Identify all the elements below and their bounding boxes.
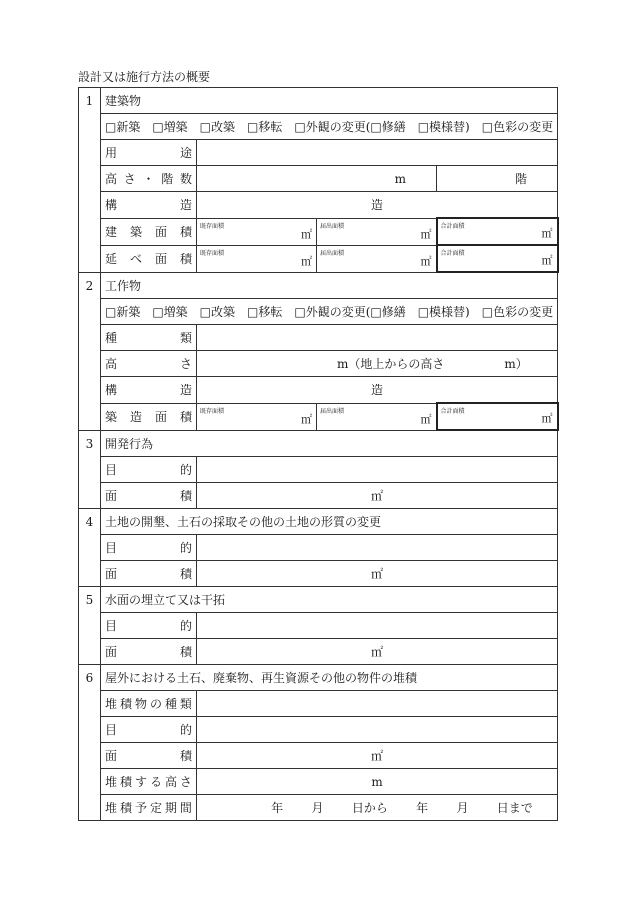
sec6-title: 屋外における土石、廃棄物、再生資源その他の物件の堆積 (101, 665, 558, 691)
sec6-label-kind: 堆 積 物 の 種 類 (101, 691, 197, 717)
sec5-area-field[interactable]: ㎡ (197, 639, 558, 665)
sec1-floor-report-area[interactable]: 届出面積 ㎡ (317, 245, 437, 272)
sec1-use-field[interactable] (197, 140, 558, 166)
sec1-label-structure: 構 造 (101, 192, 197, 219)
sec1-floor-existing-area[interactable]: 既存面積 ㎡ (197, 245, 317, 272)
sec2-total-area[interactable]: 合計面積 ㎡ (437, 403, 558, 430)
sec3-purpose-field[interactable] (197, 457, 558, 483)
sec2-height-field[interactable]: m（地上からの高さ m） (197, 351, 558, 377)
sec6-period-field[interactable] (197, 795, 558, 821)
sec2-label-height: 高 さ (101, 351, 197, 377)
sec1-options[interactable]: □新築 □増築 □改築 □移転 □外観の変更(□修繕 □模様替) □色彩の変更 (101, 114, 558, 140)
sec3-area-field[interactable]: ㎡ (197, 483, 558, 509)
sec6-label-area: 面 積 (101, 743, 197, 769)
sec4-title: 土地の開墾、土石の採取その他の土地の形質の変更 (101, 509, 558, 535)
sec1-label-floor-area: 延 べ 面 積 (101, 245, 197, 272)
sec6-kind-field[interactable] (197, 691, 558, 717)
sec1-title: 建築物 (101, 88, 558, 114)
sec5-purpose-field[interactable] (197, 613, 558, 639)
sec1-building-existing-area[interactable]: 既存面積 ㎡ (197, 218, 317, 245)
sec3-number: 3 (79, 430, 101, 457)
sec1-floor-total-area[interactable]: 合計面積 ㎡ (437, 245, 558, 272)
sec1-floors-field[interactable]: 階 (437, 166, 558, 192)
sec6-area-field[interactable]: ㎡ (197, 743, 558, 769)
sec1-structure-field[interactable]: 造 (197, 192, 558, 219)
sec3-title: 開発行為 (101, 430, 558, 457)
sec1-building-total-area[interactable]: 合計面積 ㎡ (437, 218, 558, 245)
sec3-label-area: 面 積 (101, 483, 197, 509)
sec2-options[interactable]: □新築 □増築 □改築 □移転 □外観の変更(□修繕 □模様替) □色彩の変更 (101, 299, 558, 325)
sec2-number: 2 (79, 272, 101, 299)
sec1-label-use: 用 途 (101, 140, 197, 166)
sec4-label-purpose: 目 的 (101, 535, 197, 561)
sec4-area-field[interactable]: ㎡ (197, 561, 558, 587)
form-title: 設計又は施行方法の概要 (78, 70, 211, 84)
sec1-number: 1 (79, 88, 101, 114)
sec2-title: 工作物 (101, 272, 558, 299)
sec6-height-field[interactable]: m (197, 769, 558, 795)
sec1-building-report-area[interactable]: 届出面積 ㎡ (317, 218, 437, 245)
sec6-label-height: 堆 積 す る 高 さ (101, 769, 197, 795)
sec5-label-area: 面 積 (101, 639, 197, 665)
sec1-label-height-floors: 高 さ ・ 階 数 (101, 166, 197, 192)
sec2-existing-area[interactable]: 既存面積 ㎡ (197, 403, 317, 430)
sec2-label-kind: 種 類 (101, 325, 197, 351)
sec4-number: 4 (79, 509, 101, 535)
sec6-label-period: 堆 積 予 定 期 間 (101, 795, 197, 821)
sec4-purpose-field[interactable] (197, 535, 558, 561)
sec5-label-purpose: 目 的 (101, 613, 197, 639)
sec5-number: 5 (79, 587, 101, 613)
sec2-label-structure: 構 造 (101, 377, 197, 404)
sec5-title: 水面の埋立て又は干拓 (101, 587, 558, 613)
sec2-structure-field[interactable]: 造 (197, 377, 558, 404)
sec6-period-parts: 年 月 日から 年 月 日まで (271, 801, 533, 815)
overview-table (78, 87, 559, 821)
sec6-label-purpose: 目 的 (101, 717, 197, 743)
sec1-height-field[interactable]: m (197, 166, 437, 192)
sec3-label-purpose: 目 的 (101, 457, 197, 483)
sec4-label-area: 面 積 (101, 561, 197, 587)
sec2-report-area[interactable]: 届出面積 ㎡ (317, 403, 437, 430)
sec2-kind-field[interactable] (197, 325, 558, 351)
sec2-label-construct-area: 築 造 面 積 (101, 403, 197, 430)
sec1-label-building-area: 建 築 面 積 (101, 218, 197, 245)
sec6-purpose-field[interactable] (197, 717, 558, 743)
sec6-number: 6 (79, 665, 101, 691)
sec1-header-row (79, 88, 558, 114)
